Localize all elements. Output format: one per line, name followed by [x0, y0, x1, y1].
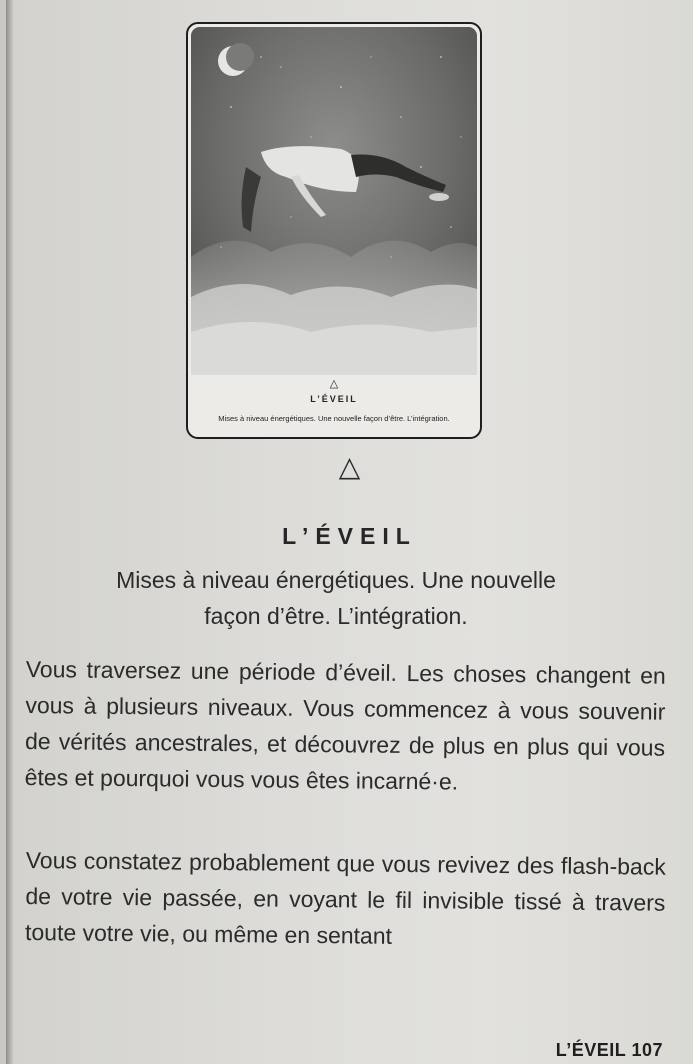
section-subtitle: Mises à niveau énergétiques. Une nouvelle façon d’être. L’intégration.	[116, 567, 556, 629]
card-triangle-icon: △	[329, 378, 339, 390]
running-title: L’ÉVEIL	[555, 1040, 626, 1060]
body-paragraph: Vous constatez probablement que vous revivez des flash-back de votre vie passée, en voyant le fil invisible tissé à travers toute votre vie, ou même en sentant	[24, 846, 666, 949]
card-illustration	[191, 27, 477, 375]
card-caption: Mises à niveau énergétiques. Une nouvelle façon d’être. L’intégration.	[218, 414, 450, 423]
section-heading: L’ÉVEIL	[282, 523, 417, 549]
page-footer	[556, 1040, 663, 1061]
oracle-card	[186, 22, 482, 439]
body-paragraph: Vous traversez une période d’éveil. Les choses changent en vous à plusieurs niveaux. Vous commencez à vous souvenir de vérités ancestrales, et découvrez de plus en plus qui vous êtes et pourquoi vous vous êtes incarné·e.	[24, 655, 666, 795]
triangle-icon: △	[338, 451, 361, 482]
page-number: 107	[631, 1040, 663, 1060]
book-page	[6, 0, 693, 1064]
card-title: L’ÉVEIL	[310, 394, 358, 404]
